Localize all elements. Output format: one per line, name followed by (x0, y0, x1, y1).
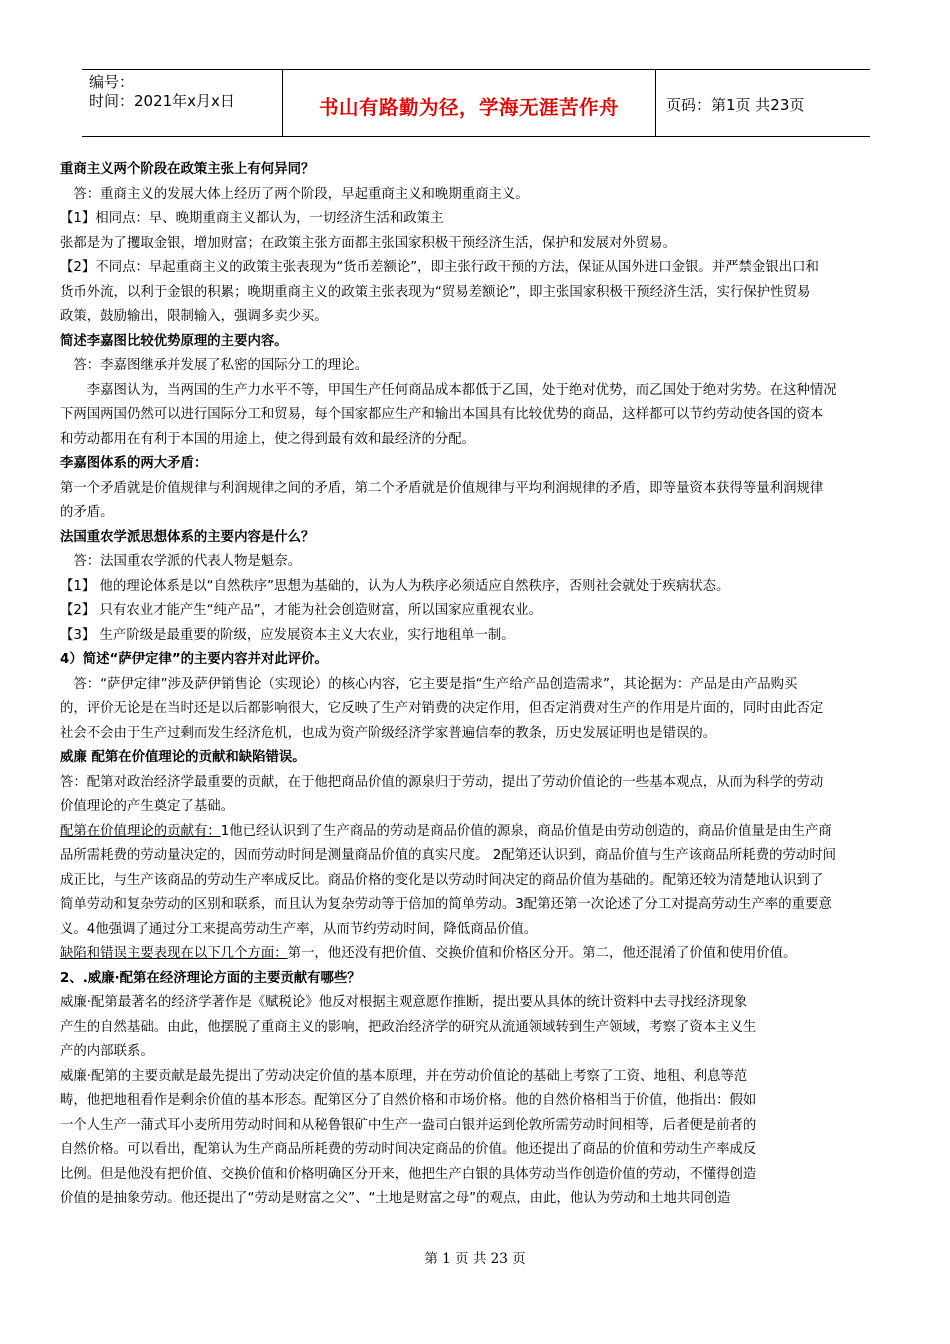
line-text: 简单劳动和复杂劳动的区别和联系，而且认为复杂劳动等于倍加的简单劳动。3配第还第一次论述了分工对提高劳动生产率的重要意 (60, 897, 832, 912)
text-line (60, 379, 892, 404)
line-text: 【2】 只有农业才能产生“纯产品”，才能为社会创造财富，所以国家应重视农业。 (60, 603, 542, 618)
section-heading (60, 967, 892, 992)
line-text: 答：配第对政治经济学最重要的贡献，在于他把商品价值的源泉归于劳动，提出了劳动价值论的一些基本观点，从而为科学的劳动 (60, 774, 824, 790)
text-line (60, 1089, 892, 1114)
header-page-cell (655, 70, 870, 136)
line-text: 简述李嘉图比较优势原理的主要内容。 (60, 333, 288, 349)
text-line (60, 722, 892, 747)
underlined-label: 配第在价值理论的贡献有： (60, 823, 221, 839)
text-line (60, 869, 892, 894)
text-line (60, 550, 892, 575)
text-line (60, 1114, 892, 1139)
line-text: 【3】 生产阶级是最重要的阶级，应发展资本主义大农业，实行地租单一制。 (60, 627, 515, 643)
text-line (60, 232, 892, 257)
text-line (60, 673, 892, 698)
line-text: 答：“萨伊定律”涉及萨伊销售论（实现论）的核心内容，它主要是指“生产给产品创造需求”，其论据为：产品是由产品购买 (60, 676, 798, 692)
text-line (60, 1065, 892, 1090)
line-text: 价值理论的产生奠定了基础。 (60, 799, 235, 814)
line-text: 第一，他还没有把价值、交换价值和价格区分开。第二，他还混淆了价值和使用价值。 (287, 946, 797, 961)
text-line (60, 697, 892, 722)
text-line (60, 1187, 892, 1212)
line-text: 张都是为了攫取金银，增加财富；在政策主张方面都主张国家积极干预经济生活，保护和发展对外贸易。 (60, 235, 676, 251)
header-meta-cell (82, 70, 282, 136)
line-text: 1他已经认识到了生产商品的劳动是商品价值的源泉，商品价值是由劳动创造的，商品价值量是由生产商 (220, 823, 832, 839)
page-header (82, 69, 870, 137)
text-line (60, 1040, 892, 1065)
line-text: 自然价格。可以看出，配第认为生产商品所耗费的劳动时间决定商品的价值。他还提出了商品的价值和劳动生产率成反 (60, 1142, 757, 1157)
line-text: 畴，他把地租看作是剩余价值的基本形态。配第区分了自然价格和市场价格。他的自然价格相当于价值，他指出：假如 (60, 1093, 757, 1108)
text-line (60, 918, 892, 943)
line-text: 产生的自然基础。由此，他摆脱了重商主义的影响，把政治经济学的研究从流通领域转到生产领域，考察了资本主义生 (60, 1019, 757, 1035)
line-text: 政策，鼓励输出，限制输入，强调多卖少买。 (60, 309, 328, 324)
underlined-label: 缺陷和错误主要表现在以下几个方面： (60, 946, 288, 961)
line-text: 李嘉图认为，当两国的生产力水平不等，甲国生产任何商品成本都低于乙国，处于绝对优势，而乙国处于绝对劣势。在这种情况 (60, 382, 837, 398)
text-line (60, 1016, 892, 1041)
line-text: 社会不会由于生产过剩而发生经济危机，也成为资产阶级经济学家普遍信奉的教条，历史发展证明也是错误的。 (60, 725, 717, 741)
line-text: 货币外流，以利于金银的积累；晚期重商主义的政策主张表现为“贸易差额论”，即主张国家积极干预经济生活，实行保护性贸易 (60, 284, 811, 300)
text-line (60, 207, 892, 232)
section-heading (60, 158, 892, 183)
line-text: 一个人生产一蒲式耳小麦所用劳动时间和从秘鲁银矿中生产一盎司白银并运到伦敦所需劳动时间相等，后者便是前者的 (60, 1117, 757, 1133)
text-line (60, 305, 892, 330)
text-line (60, 624, 892, 649)
text-line (60, 771, 892, 796)
text-line (60, 820, 892, 845)
page-code: 页码：第1页 共23页 (666, 96, 805, 114)
line-text: 【2】不同点：早起重商主义的政策主张表现为“货币差额论”，即主张行政干预的方法，保证从国外进口金银。并严禁金银出口和 (60, 260, 819, 275)
section-heading (60, 526, 892, 551)
line-text: 4）简述“萨伊定律”的主要内容并对此评价。 (60, 652, 328, 667)
line-text: 答：重商主义的发展大体上经历了两个阶段，早起重商主义和晚期重商主义。 (60, 186, 529, 202)
line-text: 威廉·配第最著名的经济学著作是《赋税论》他反对根据主观意愿作推断，提出要从具体的统计资料中去寻找经济现象 (60, 995, 748, 1010)
header-motto-cell (282, 70, 656, 136)
page-footer: 第 1 页 共 23 页 (424, 1251, 526, 1267)
line-text: 第一个矛盾就是价值规律与利润规律之间的矛盾，第二个矛盾就是价值规律与平均利润规律的矛盾，即等量资本获得等量利润规律 (60, 480, 824, 496)
text-line (60, 183, 892, 208)
text-line (60, 501, 892, 526)
text-line (60, 575, 892, 600)
line-text: 【1】 他的理论体系是以“自然秩序”思想为基础的，认为人为秩序必须适应自然秩序，否则社会就处于疾病状态。 (60, 578, 730, 594)
text-line (60, 281, 892, 306)
line-text: 李嘉图体系的两大矛盾： (60, 456, 208, 471)
line-text: 的矛盾。 (60, 505, 114, 520)
line-text: 义。4他强调了通过分工来提高劳动生产率，从而节约劳动时间，降低商品价值。 (60, 921, 538, 937)
line-text: 【1】相同点：早、晚期重商主义都认为，一切经济生活和政策主 (60, 211, 444, 226)
section-heading (60, 330, 892, 355)
text-line (60, 893, 892, 918)
line-text: 法国重农学派思想体系的主要内容是什么？ (60, 529, 315, 545)
text-line (60, 403, 892, 428)
text-line (60, 256, 892, 281)
line-text: 重商主义两个阶段在政策主张上有何异同？ (60, 162, 315, 177)
text-line (60, 1138, 892, 1163)
line-text: 比例。但是他没有把价值、交换价值和价格明确区分开来，他把生产白银的具体劳动当作创造价值的劳动，不懂得创造 (60, 1166, 757, 1182)
line-text: 答：李嘉图继承并发展了私密的国际分工的理论。 (60, 358, 368, 373)
line-text: 成正比，与生产该商品的劳动生产率成反比。商品价格的变化是以劳动时间决定的商品价值为基础的。配第还较为清楚地认识到了 (60, 872, 824, 888)
section-heading (60, 746, 892, 771)
line-text: 威廉·配第的主要贡献是最先提出了劳动决定价值的基本原理，并在劳动价值论的基础上考察了工资、地租、利息等范 (60, 1068, 748, 1084)
line-text: 下两国两国仍然可以进行国际分工和贸易，每个国家都应生产和输出本国具有比较优势的商品，这样都可以节约劳动使各国的资本 (60, 407, 824, 422)
text-line (60, 844, 892, 869)
text-line (60, 942, 892, 967)
text-line (60, 1163, 892, 1188)
line-text: 品所需耗费的劳动量决定的，因而劳动时间是测量商品价值的真实尺度。 2配第还认识到，商品价值与生产该商品所耗费的劳动时间 (60, 848, 837, 863)
line-text: 价值的是抽象劳动。他还提出了“劳动是财富之父”、“土地是财富之母”的观点，由此，他认为劳动和土地共同创造 (60, 1191, 731, 1206)
text-line (60, 354, 892, 379)
line-text: 的，评价无论是在当时还是以后都影响很大，它反映了生产对销费的决定作用，但否定消费对生产的作用是片面的，同时由此否定 (60, 701, 824, 716)
text-line (60, 991, 892, 1016)
text-line (60, 795, 892, 820)
line-text: 答：法国重农学派的代表人物是魁奈。 (60, 554, 302, 569)
serial-label: 编号： (89, 73, 135, 91)
line-text: 2、.威廉·配第在经济理论方面的主要贡献有哪些？ (60, 970, 361, 986)
document-body (60, 158, 892, 1212)
line-text: 和劳动都用在有利于本国的用途上，使之得到最有效和最经济的分配。 (60, 431, 476, 447)
line-text: 威廉 配第在价值理论的贡献和缺陷错误。 (60, 750, 306, 765)
text-line (60, 599, 892, 624)
section-heading (60, 452, 892, 477)
text-line (60, 477, 892, 502)
section-heading (60, 648, 892, 673)
motto-text: 书山有路勤为径，学海无涯苦作舟 (318, 96, 619, 119)
line-text: 产的内部联系。 (60, 1044, 154, 1059)
text-line (60, 428, 892, 453)
time-label: 时间：2021年x月x日 (89, 92, 235, 110)
